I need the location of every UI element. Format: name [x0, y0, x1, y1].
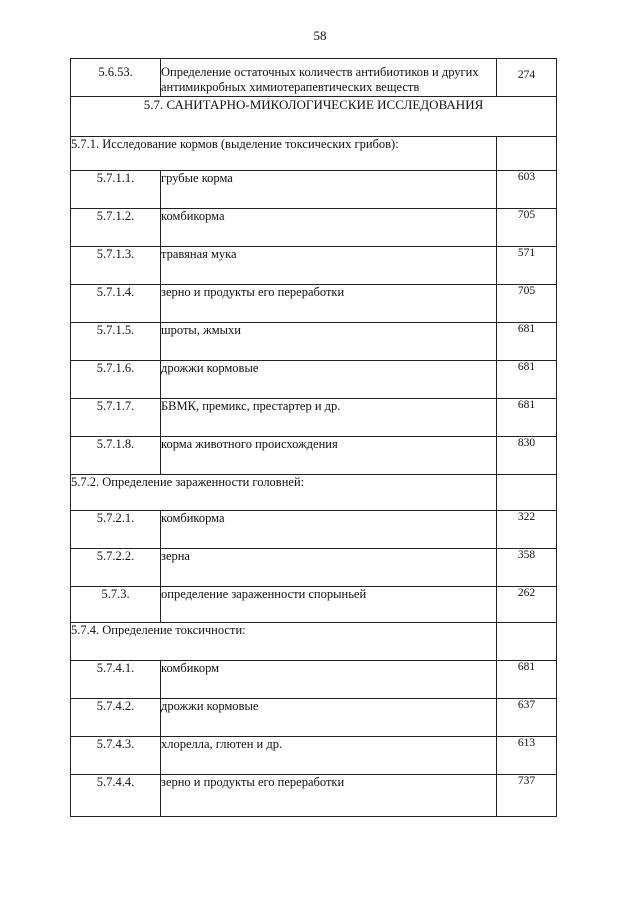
table-row — [71, 247, 557, 285]
row-code: 5.7.1.8. — [71, 437, 161, 475]
row-price: 705 — [497, 285, 557, 323]
row-code: 5.7.1.5. — [71, 323, 161, 361]
row-price: 571 — [497, 247, 557, 285]
row-price: 262 — [497, 587, 557, 623]
row-code: 5.7.4.3. — [71, 737, 161, 775]
row-description: травяная мука — [161, 247, 497, 285]
table-row — [71, 699, 557, 737]
row-code: 5.6.53. — [71, 59, 161, 97]
row-price: 274 — [497, 59, 557, 97]
row-price: 681 — [497, 399, 557, 437]
row-price: 830 — [497, 437, 557, 475]
row-code: 5.7.4.2. — [71, 699, 161, 737]
row-description: БВМК, премикс, престартер и др. — [161, 399, 497, 437]
row-code: 5.7.4.4. — [71, 775, 161, 817]
table-row — [71, 511, 557, 549]
row-price: 681 — [497, 323, 557, 361]
table-row — [71, 361, 557, 399]
row-code: 5.7.1.4. — [71, 285, 161, 323]
row-description: зерно и продукты его переработки — [161, 775, 497, 817]
table-row — [71, 285, 557, 323]
row-price: 358 — [497, 549, 557, 587]
table-row — [71, 549, 557, 587]
row-price: 681 — [497, 361, 557, 399]
group-header-row — [71, 475, 557, 511]
row-description: зерна — [161, 549, 497, 587]
row-description: комбикорма — [161, 511, 497, 549]
row-description: хлорелла, глютен и др. — [161, 737, 497, 775]
row-description: дрожжи кормовые — [161, 361, 497, 399]
row-code: 5.7.4.1. — [71, 661, 161, 699]
table-row — [71, 323, 557, 361]
group-title: 5.7.2. Определение зараженности головней: — [71, 475, 497, 511]
row-price: 681 — [497, 661, 557, 699]
row-description: шроты, жмыхи — [161, 323, 497, 361]
table-row — [71, 171, 557, 209]
table-row — [71, 661, 557, 699]
page-number: 58 — [313, 28, 327, 43]
row-description: зерно и продукты его переработки — [161, 285, 497, 323]
row-code: 5.7.1.1. — [71, 171, 161, 209]
row-price: 603 — [497, 171, 557, 209]
table-row — [71, 437, 557, 475]
group-title: 5.7.1. Исследование кормов (выделение токсических грибов): — [71, 137, 497, 171]
row-code: 5.7.2.2. — [71, 549, 161, 587]
empty-price-cell — [497, 623, 557, 661]
row-description: Определение остаточных количеств антибиотиков и других антимикробных химиотерапевтических веществ — [161, 59, 497, 97]
row-description: комбикорм — [161, 661, 497, 699]
row-code: 5.7.1.6. — [71, 361, 161, 399]
row-code: 5.7.1.7. — [71, 399, 161, 437]
row-price: 637 — [497, 699, 557, 737]
section-row — [71, 97, 557, 137]
row-price: 705 — [497, 209, 557, 247]
row-code: 5.7.1.2. — [71, 209, 161, 247]
row-description: определение зараженности спорыньей — [161, 587, 497, 623]
table-row — [71, 737, 557, 775]
group-title: 5.7.4. Определение токсичности: — [71, 623, 497, 661]
row-price: 322 — [497, 511, 557, 549]
row-description: корма животного происхождения — [161, 437, 497, 475]
row-description: дрожжи кормовые — [161, 699, 497, 737]
row-code: 5.7.2.1. — [71, 511, 161, 549]
table-row — [71, 399, 557, 437]
group-header-row — [71, 137, 557, 171]
group-header-row — [71, 623, 557, 661]
row-description: грубые корма — [161, 171, 497, 209]
row-price: 613 — [497, 737, 557, 775]
empty-price-cell — [497, 137, 557, 171]
row-code: 5.7.3. — [71, 587, 161, 623]
row-code: 5.7.1.3. — [71, 247, 161, 285]
price-table — [70, 58, 557, 817]
row-price: 737 — [497, 775, 557, 817]
section-title: 5.7. САНИТАРНО-МИКОЛОГИЧЕСКИЕ ИССЛЕДОВАНИЯ — [71, 97, 557, 137]
table-row — [71, 587, 557, 623]
empty-price-cell — [497, 475, 557, 511]
table-row — [71, 209, 557, 247]
table-row — [71, 775, 557, 817]
table-row — [71, 59, 557, 97]
row-description: комбикорма — [161, 209, 497, 247]
